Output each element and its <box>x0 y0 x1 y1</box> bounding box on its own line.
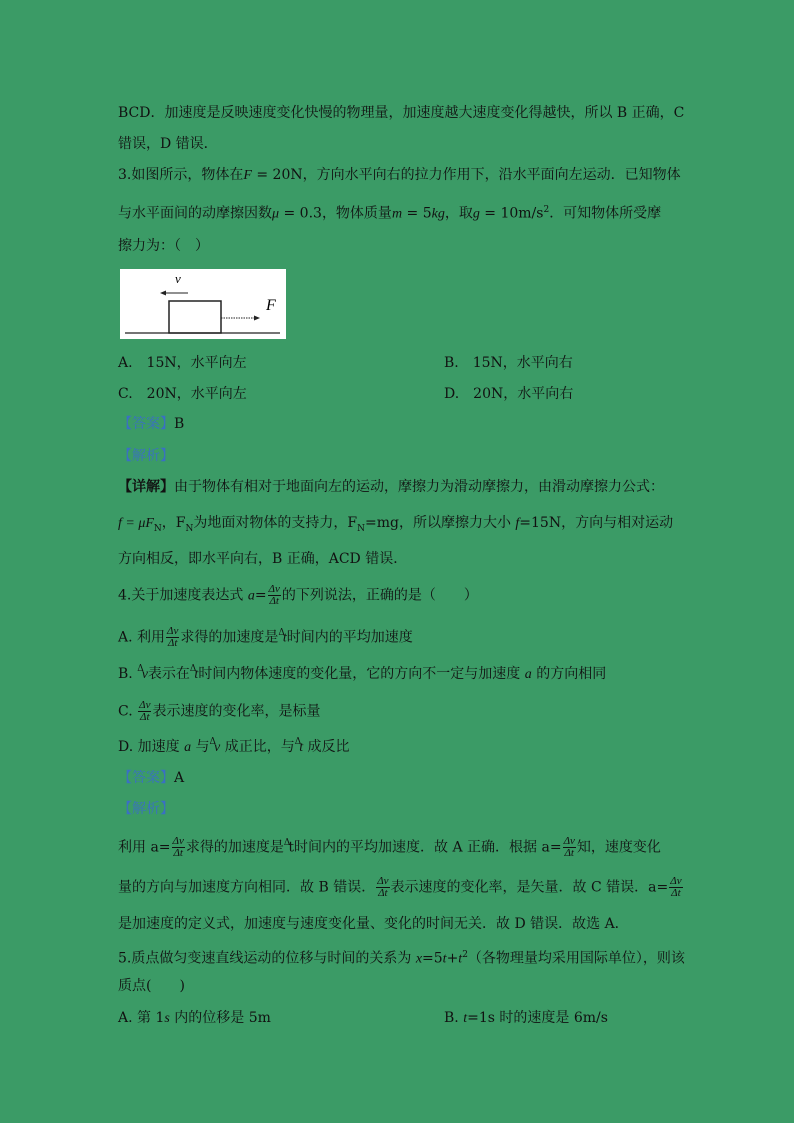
question-3-stem: 擦力为：（ ） <box>118 238 209 254</box>
analysis-4: 利用 a= $\frac{\Delta v}{\Delta t}$ 求得的加速度是$^\Delta$t时间内的平均加速度．故 A 正确．根据 a= $\frac{\Delta v}{\Delta t}$ 知，速度变化 <box>118 835 661 859</box>
option-4b: B. $^\Delta$v表示在$^\Delta$t时间内物体速度的变化量，它的方向不一定与加速度 a 的方向相同 <box>118 664 607 682</box>
fraction-dv-dt: $\frac{\Delta v}{\Delta t}$ <box>167 625 179 649</box>
analysis-4: 是加速度的定义式，加速度与速度变化量、变化的时间无关．故 D 错误．故选 A． <box>118 916 629 932</box>
question-4-stem: 4.关于加速度表达式 a= $\frac{\Delta v}{\Delta t}$ 的下列说法，正确的是（ ） <box>118 583 478 607</box>
text-line: 错误，D 错误． <box>118 136 218 152</box>
analysis-4: 量的方向与加速度方向相同．故 B 错误． $\frac{\Delta v}{\Delta t}$ 表示速度的变化率，是矢量．故 C 错误．a= $\frac{\Delta v}{\Delta t}$ <box>118 875 682 899</box>
fraction-dv-dt: $\frac{\Delta v}{\Delta t}$ <box>563 835 575 859</box>
option-4a: A. 利用 $\frac{\Delta v}{\Delta t}$ 求得的加速度是$^\Delta$t时间内的平均加速度 <box>118 625 413 649</box>
option-3a: A. 15N，水平向左 <box>118 355 247 371</box>
answer-3: 【答案】B <box>118 416 185 432</box>
analysis-label: 【解析】 <box>118 448 174 464</box>
force-arrowhead <box>254 316 260 321</box>
text-line: BCD．加速度是反映速度变化快慢的物理量，加速度越大速度变化得越快，所以 B 正确，C <box>118 105 685 121</box>
fraction-dv-dt: $\frac{\Delta v}{\Delta t}$ <box>377 875 389 899</box>
option-4c: C. $\frac{\Delta v}{\Delta t}$ 表示速度的变化率，是标量 <box>118 699 321 723</box>
block-force-diagram <box>120 269 286 339</box>
question-3-stem: 3.如图所示，物体在F = 20N，方向水平向右的拉力作用下，沿水平面向左运动．已知物体 <box>118 167 681 183</box>
block <box>169 301 221 333</box>
velocity-arrowhead <box>160 291 166 296</box>
fraction-dv-dt: $\frac{\Delta v}{\Delta t}$ <box>139 699 151 723</box>
detail-3: 【详解】由于物体有相对于地面向左的运动，摩擦力为滑动摩擦力，由滑动摩擦力公式： <box>118 479 664 495</box>
option-3d: D. 20N，水平向右 <box>444 386 574 402</box>
fraction-dv-dt: $\frac{\Delta v}{\Delta t}$ <box>268 583 280 607</box>
question-3-stem: 与水平面间的动摩擦因数μ = 0.3，物体质量m = 5kg，取$g = 10m/s^2$．可知物体所受摩 <box>118 205 662 222</box>
fraction-dv-dt: $\frac{\Delta v}{\Delta t}$ <box>670 875 682 899</box>
fraction-dv-dt: $\frac{\Delta v}{\Delta t}$ <box>172 835 184 859</box>
detail-3: 方向相反，即水平向右，B 正确，ACD 错误． <box>118 551 408 567</box>
force-label: F <box>266 297 276 314</box>
option-3c: C. 20N，水平向左 <box>118 386 247 402</box>
answer-4: 【答案】A <box>118 770 185 786</box>
velocity-label: v <box>175 271 181 286</box>
option-4d: D. 加速度 a 与$^\Delta$v 成正比，与$^\Delta$t 成反比 <box>118 737 350 755</box>
question-5-stem: 5.质点做匀变速直线运动的位移与时间的关系为 $x=5t+t^2$（各物理量均采用国际单位），则该 <box>118 950 685 967</box>
question-5-stem: 质点( ) <box>118 978 185 994</box>
option-5a: A. 第 1s 内的位移是 5m <box>118 1010 271 1026</box>
detail-3: $f = \mu F_N$，$F_N$为地面对物体的支持力，$F_N=mg$，所以摩擦力大小 f=15N，方向与相对运动 <box>118 515 674 534</box>
option-3b: B. 15N，水平向右 <box>444 355 573 371</box>
option-5b: B. t=1s 时的速度是 6m/s <box>444 1010 608 1026</box>
analysis-label: 【解析】 <box>118 801 174 817</box>
